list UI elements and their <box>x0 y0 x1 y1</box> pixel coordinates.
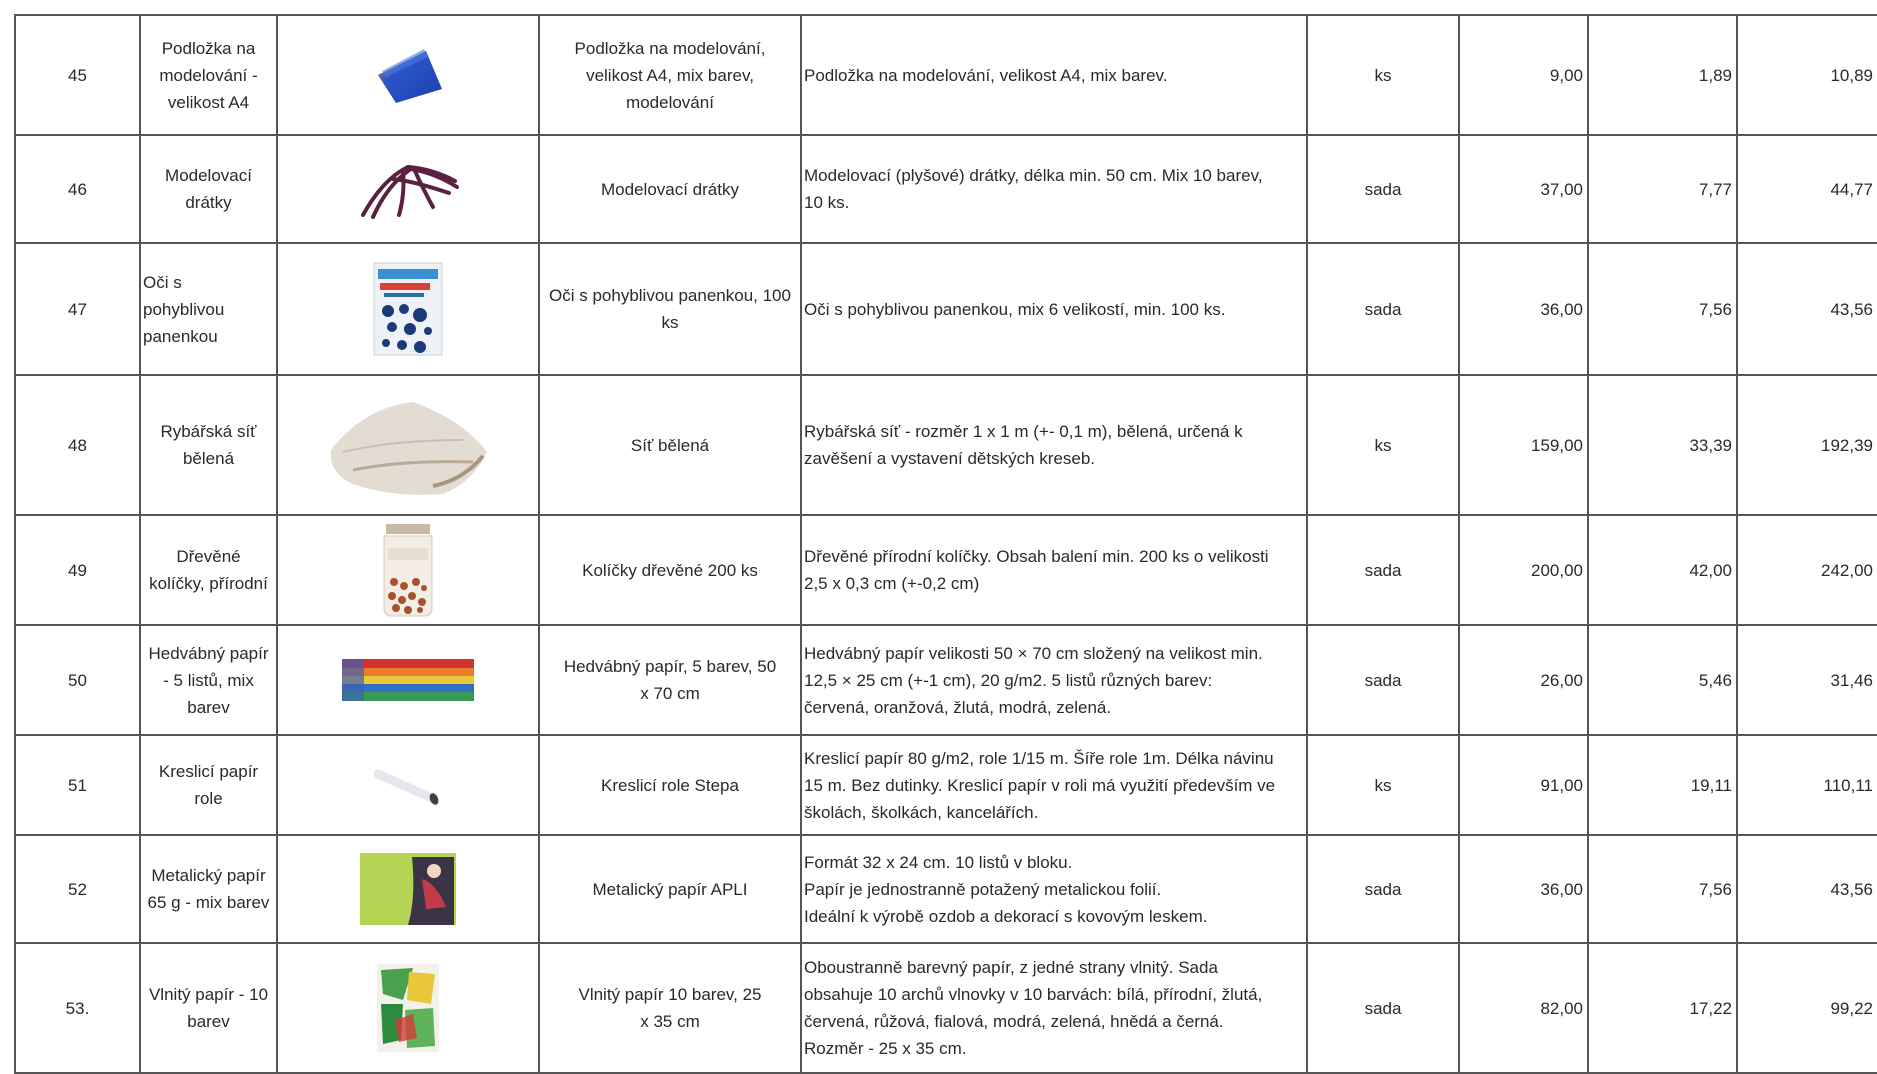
product-image-cell <box>277 243 539 375</box>
blue-modeling-pad-image <box>368 45 448 105</box>
item-vat: 17,22 <box>1588 943 1737 1073</box>
drawing-paper-roll-image <box>368 760 448 810</box>
tissue-paper-colors-image <box>338 655 478 705</box>
pipe-cleaners-image <box>353 159 463 219</box>
product-table <box>14 14 1877 1074</box>
item-total: 44,77 <box>1737 135 1877 243</box>
item-number: 45 <box>15 15 140 135</box>
product-image-cell <box>277 515 539 625</box>
item-unit: sada <box>1307 243 1459 375</box>
item-price: 82,00 <box>1459 943 1588 1073</box>
item-name: Modelovací drátky <box>140 135 277 243</box>
table-row <box>15 135 1877 243</box>
item-price: 200,00 <box>1459 515 1588 625</box>
product-image-cell <box>277 835 539 943</box>
item-name: Vlnitý papír - 10 barev <box>140 943 277 1073</box>
table-row <box>15 835 1877 943</box>
item-total: 43,56 <box>1737 243 1877 375</box>
item-vat: 7,56 <box>1588 243 1737 375</box>
item-number: 47 <box>15 243 140 375</box>
item-total: 31,46 <box>1737 625 1877 735</box>
product-name: Podložka na modelování, velikost A4, mix barev, modelování <box>539 15 801 135</box>
item-unit: sada <box>1307 515 1459 625</box>
item-name: Rybářská síť bělená <box>140 375 277 515</box>
item-unit: sada <box>1307 625 1459 735</box>
product-name: Modelovací drátky <box>539 135 801 243</box>
item-description: Podložka na modelování, velikost A4, mix barev. <box>801 15 1307 135</box>
item-number: 49 <box>15 515 140 625</box>
item-description: Hedvábný papír velikosti 50 × 70 cm složený na velikost min. 12,5 × 25 cm (+-1 cm), 20 g/m2. 5 listů různých barev: červená, oranžová, žlutá, modrá, zelená. <box>801 625 1307 735</box>
item-number: 51 <box>15 735 140 835</box>
wooden-clothespins-jar-image <box>378 522 438 618</box>
item-unit: ks <box>1307 375 1459 515</box>
product-name: Vlnitý papír 10 barev, 25 x 35 cm <box>539 943 801 1073</box>
item-vat: 5,46 <box>1588 625 1737 735</box>
table-row <box>15 375 1877 515</box>
item-name: Hedvábný papír - 5 listů, mix barev <box>140 625 277 735</box>
item-name: Oči s pohyblivou panenkou <box>140 243 277 375</box>
item-vat: 7,56 <box>1588 835 1737 943</box>
item-description: Formát 32 x 24 cm. 10 listů v bloku. Papír je jednostranně potažený metalickou folií. Ideální k výrobě ozdob a dekorací s kovovým leskem. <box>801 835 1307 943</box>
item-total: 192,39 <box>1737 375 1877 515</box>
item-price: 36,00 <box>1459 835 1588 943</box>
item-vat: 7,77 <box>1588 135 1737 243</box>
product-image-cell <box>277 625 539 735</box>
item-total: 99,22 <box>1737 943 1877 1073</box>
product-name: Metalický papír APLI <box>539 835 801 943</box>
item-description: Rybářská síť - rozměr 1 x 1 m (+- 0,1 m), bělená, určená k zavěšení a vystavení dětských kreseb. <box>801 375 1307 515</box>
corrugated-paper-pack-image <box>373 960 443 1056</box>
item-vat: 1,89 <box>1588 15 1737 135</box>
item-description: Oboustranně barevný papír, z jedné strany vlnitý. Sada obsahuje 10 archů vlnovky v 10 barvách: bílá, přírodní, žlutá, červená, růžová, fialová, modrá, zelená, hnědá a černá. Rozměr - 25 x 35 cm. <box>801 943 1307 1073</box>
item-number: 50 <box>15 625 140 735</box>
item-price: 159,00 <box>1459 375 1588 515</box>
product-name: Síť bělená <box>539 375 801 515</box>
table-row <box>15 735 1877 835</box>
item-name: Podložka na modelování - velikost A4 <box>140 15 277 135</box>
item-description: Oči s pohyblivou panenkou, mix 6 velikostí, min. 100 ks. <box>801 243 1307 375</box>
item-number: 48 <box>15 375 140 515</box>
googly-eyes-bag-image <box>370 259 446 359</box>
item-total: 242,00 <box>1737 515 1877 625</box>
item-number: 46 <box>15 135 140 243</box>
item-unit: sada <box>1307 943 1459 1073</box>
product-image-cell <box>277 135 539 243</box>
item-price: 36,00 <box>1459 243 1588 375</box>
item-description: Kreslicí papír 80 g/m2, role 1/15 m. Šíře role 1m. Délka návinu 15 m. Bez dutinky. Kreslicí papír v roli má využití především ve školách, školkách, kancelářích. <box>801 735 1307 835</box>
table-row <box>15 515 1877 625</box>
item-price: 9,00 <box>1459 15 1588 135</box>
item-vat: 42,00 <box>1588 515 1737 625</box>
item-unit: ks <box>1307 15 1459 135</box>
item-unit: ks <box>1307 735 1459 835</box>
item-vat: 33,39 <box>1588 375 1737 515</box>
product-image-cell <box>277 943 539 1073</box>
product-name: Oči s pohyblivou panenkou, 100 ks <box>539 243 801 375</box>
item-description: Modelovací (plyšové) drátky, délka min. 50 cm. Mix 10 barev, 10 ks. <box>801 135 1307 243</box>
fishing-net-image <box>323 390 493 500</box>
table-row <box>15 15 1877 135</box>
item-total: 110,11 <box>1737 735 1877 835</box>
product-name: Hedvábný papír, 5 barev, 50 x 70 cm <box>539 625 801 735</box>
item-price: 91,00 <box>1459 735 1588 835</box>
item-number: 53. <box>15 943 140 1073</box>
item-name: Kreslicí papír role <box>140 735 277 835</box>
item-number: 52 <box>15 835 140 943</box>
metallic-paper-pack-image <box>356 849 460 929</box>
item-unit: sada <box>1307 835 1459 943</box>
item-name: Dřevěné kolíčky, přírodní <box>140 515 277 625</box>
product-image-cell <box>277 735 539 835</box>
item-total: 43,56 <box>1737 835 1877 943</box>
product-image-cell <box>277 15 539 135</box>
table-row <box>15 243 1877 375</box>
item-vat: 19,11 <box>1588 735 1737 835</box>
item-total: 10,89 <box>1737 15 1877 135</box>
product-image-cell <box>277 375 539 515</box>
table-row <box>15 943 1877 1073</box>
product-name: Kolíčky dřevěné 200 ks <box>539 515 801 625</box>
table-row <box>15 625 1877 735</box>
item-description: Dřevěné přírodní kolíčky. Obsah balení min. 200 ks o velikosti 2,5 x 0,3 cm (+-0,2 cm) <box>801 515 1307 625</box>
item-name: Metalický papír 65 g - mix barev <box>140 835 277 943</box>
item-price: 26,00 <box>1459 625 1588 735</box>
item-unit: sada <box>1307 135 1459 243</box>
item-price: 37,00 <box>1459 135 1588 243</box>
product-name: Kreslicí role Stepa <box>539 735 801 835</box>
